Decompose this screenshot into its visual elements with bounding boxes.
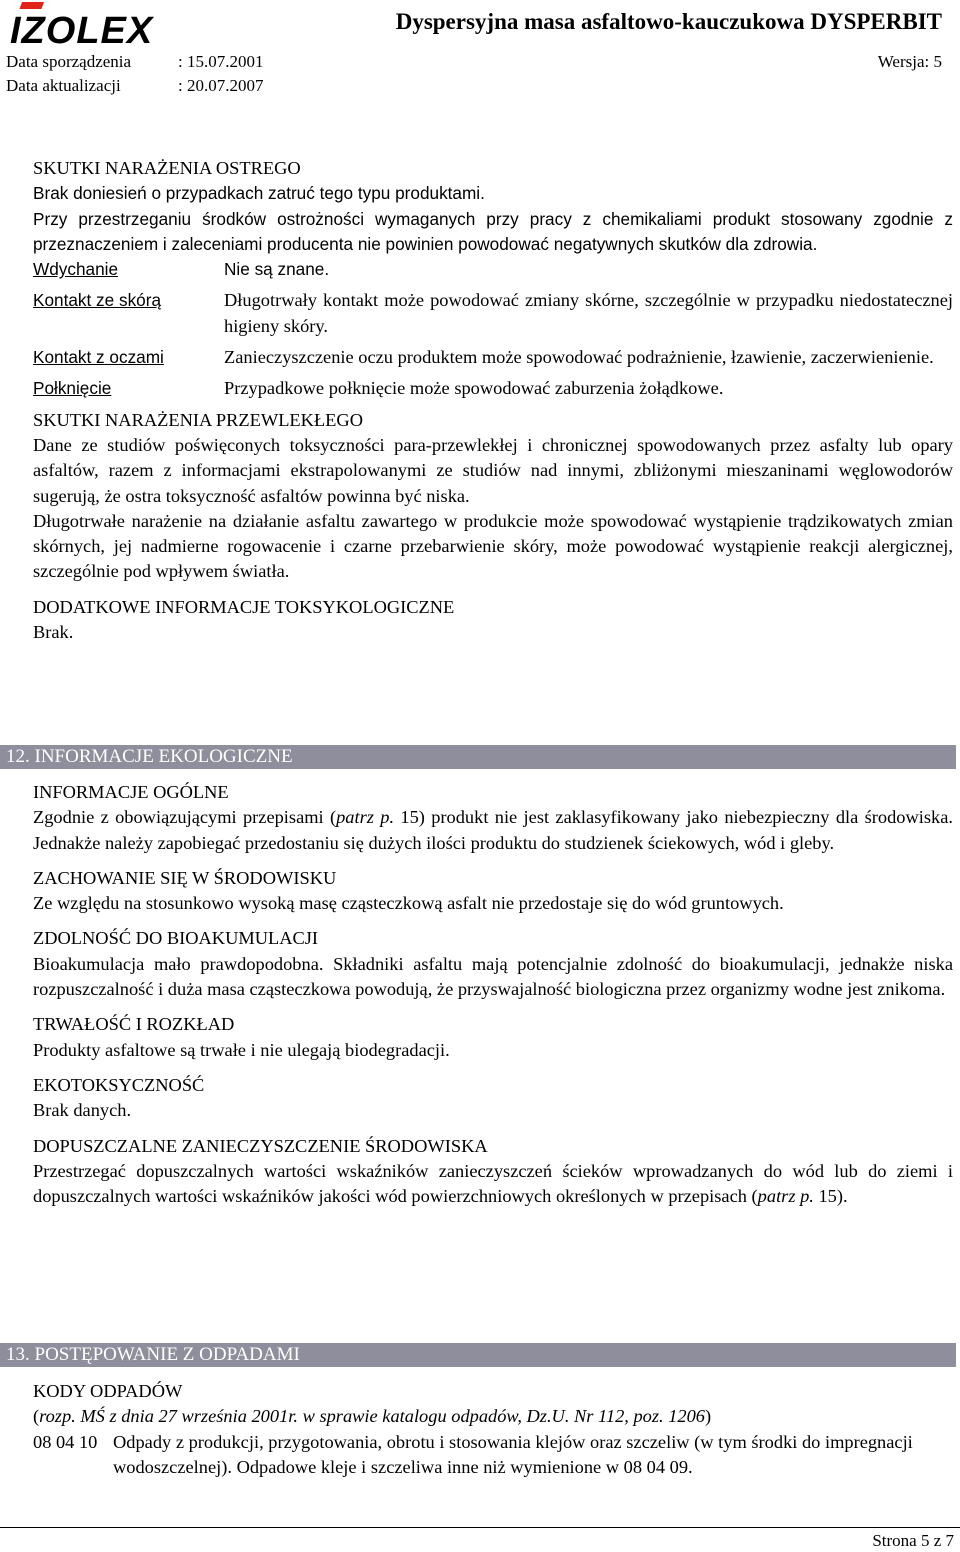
general-text: Zgodnie z obowiązującymi przepisami (patrz p. 15) produkt nie jest zaklasyfikowany jako niebezpieczny dla środowiska. Jednakże należy zapobiegać przedostaniu się dużych ilości produktu do studzienek ściekowych, wód i gleby.	[33, 807, 953, 853]
updated-label: Data aktualizacji	[6, 76, 121, 95]
section-12-title: 12. INFORMACJE EKOLOGICZNE	[6, 746, 293, 767]
route-row	[33, 257, 953, 282]
route-label: Wdychanie	[33, 259, 119, 280]
route-value: Zanieczyszczenie oczu produktem może spowodować podrażnienie, łzawienie, zaczerwienienie.	[224, 347, 934, 368]
waste-code-row	[33, 1430, 953, 1481]
degradation-heading: TRWAŁOŚĆ I ROZKŁAD	[33, 1014, 235, 1035]
section-13-title: 13. POSTĘPOWANIE Z ODPADAMI	[6, 1344, 300, 1365]
ecotox-heading: EKOTOKSYCZNOŚĆ	[33, 1074, 205, 1095]
route-label: Kontakt z oczami	[33, 347, 164, 368]
bio-heading: ZDOLNOŚĆ DO BIOAKUMULACJI	[33, 928, 319, 949]
waste-code: 08 04 10	[33, 1431, 98, 1452]
route-row	[33, 288, 953, 339]
page-number: Strona 5 z 7	[872, 1531, 954, 1550]
route-row	[33, 376, 953, 401]
route-label: Połknięcie	[33, 378, 112, 399]
general-heading: INFORMACJE OGÓLNE	[33, 782, 229, 802]
created-value: : 15.07.2001	[178, 52, 264, 71]
version: Wersja: 5	[877, 52, 942, 71]
section-13-content	[33, 1379, 953, 1480]
izolex-logo	[6, 2, 176, 48]
route-label: Kontakt ze skórą	[33, 290, 162, 311]
section-13-bar	[0, 1343, 956, 1367]
chronic-p1: Dane ze studiów poświęconych toksyczności para-przewlekłej i chronicznej spowodowanych przez asfalty lub opary asfaltów, razem z informacjami ekstrapolowanymi ze studiów nad innymi, zbliżonymi mieszaninami węglowodorów sugerują, że ostra toksyczność asfaltów powinna być niska.	[33, 434, 953, 506]
chronic-p2: Długotrwałe narażenie na działanie asfaltu zawartego w produkcie może spowodować wystąpienie trądzikowatych zmian skórnych, jej nadmierne rogowacenie i czarne przebarwienie skóry, może powodować wystąpienie reakcji alergicznej, szczególnie pod wpływem światła.	[33, 510, 953, 582]
acute-text: Przy przestrzeganiu środków ostrożności wymaganych przy pracy z chemikaliami produkt stosowany zgodnie z przeznaczeniem i zaleceniami producenta nie powinien powodować negatywnych skutków dla zdrowia.	[33, 208, 953, 254]
toxicology-continued	[33, 156, 953, 645]
ecotox-text: Brak danych.	[33, 1100, 132, 1121]
section-12-bar	[0, 745, 956, 769]
acute-line1: Brak doniesień o przypadkach zatruć tego typu produktami.	[33, 183, 485, 204]
additional-text: Brak.	[33, 622, 74, 643]
waste-code-description: Odpady z produkcji, przygotowania, obrotu i stosowania klejów oraz szczeliw (w tym środki do impregnacji wodoszczelnej). Odpadowe kleje i szczeliwa inne niż wymienione w 08 04 09.	[113, 1431, 913, 1477]
limits-text: Przestrzegać dopuszczalnych wartości wskaźników zanieczyszczeń ścieków wprowadzanych do wód lub do ziemi i dopuszczalnych wartości wskaźników jakości wód powierzchniowych określonych w przepisach (patrz p. 15).	[33, 1160, 953, 1207]
created-label: Data sporządzenia	[6, 52, 132, 71]
footer-divider	[0, 1527, 960, 1528]
bio-text: Bioakumulacja mało prawdopodobna. Składniki asfaltu mają potencjalnie zdolność do bioakumulacji, jednakże niska rozpuszczalność i duża masa cząsteczkowa powodują, że przyswajalność biologiczna przez organizmy wodne jest znikoma.	[33, 953, 953, 1000]
acute-heading: SKUTKI NARAŻENIA OSTREGO	[33, 158, 301, 178]
behavior-heading: ZACHOWANIE SIĘ W ŚRODOWISKU	[33, 867, 337, 888]
created-date	[6, 52, 263, 72]
updated-date	[6, 76, 263, 96]
logo-text: IZOLEX	[10, 10, 154, 48]
degradation-text: Produkty asfaltowe są trwałe i nie ulegają biodegradacji.	[33, 1039, 450, 1060]
route-value: Nie są znane.	[224, 259, 330, 280]
route-value: Przypadkowe połknięcie może spowodować zaburzenia żołądkowe.	[224, 378, 724, 399]
chronic-heading: SKUTKI NARAŻENIA PRZEWLEKŁEGO	[33, 409, 363, 430]
document-title: Dyspersyjna masa asfaltowo-kauczukowa DYSPERBIT	[395, 9, 942, 34]
route-row	[33, 345, 953, 370]
regulation-reference: (rozp. MŚ z dnia 27 września 2001r. w sprawie katalogu odpadów, Dz.U. Nr 112, poz. 1206)	[33, 1406, 712, 1427]
additional-heading: DODATKOWE INFORMACJE TOKSYKOLOGICZNE	[33, 596, 455, 617]
limits-heading: DOPUSZCZALNE ZANIECZYSZCZENIE ŚRODOWISKA	[33, 1135, 488, 1156]
behavior-text: Ze względu na stosunkowo wysoką masę cząsteczkową asfalt nie przedostaje się do wód gruntowych.	[33, 893, 784, 914]
codes-heading: KODY ODPADÓW	[33, 1381, 183, 1401]
updated-value: : 20.07.2007	[178, 76, 264, 95]
route-value: Długotrwały kontakt może powodować zmiany skórne, szczególnie w przypadku niedostatecznej higieny skóry.	[224, 290, 953, 336]
section-12-content	[33, 780, 953, 1209]
